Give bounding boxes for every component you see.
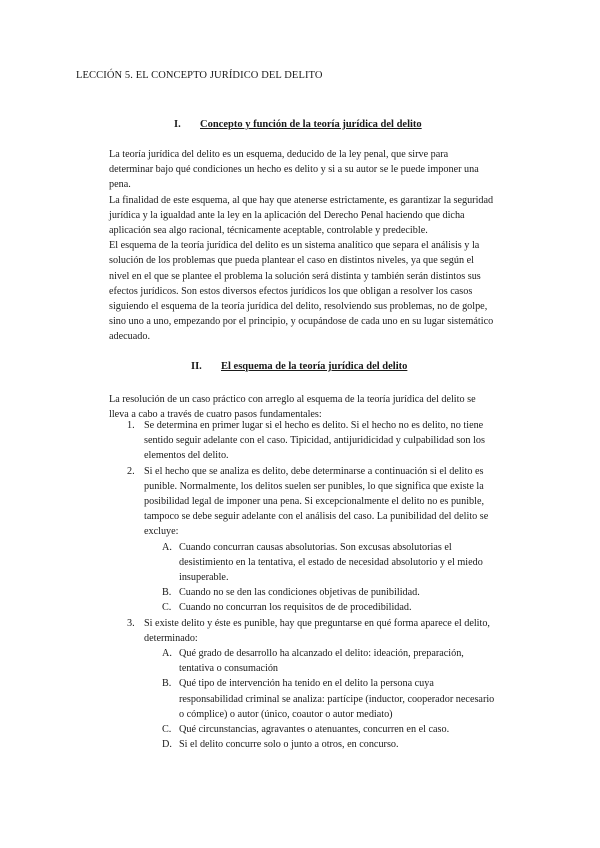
section-2-number: II.	[191, 361, 202, 372]
list-item-line: sentido seguir adelante con el caso. Tipicidad, antijuridicidad y culpabilidad son los	[144, 435, 485, 447]
sub-item-line: desistimiento en la tentativa, el estado de necesidad absolutorio y el miedo	[179, 556, 483, 568]
list-item-line: Se determina en primer lugar si el hecho es delito. Si el hecho no es delito, no tiene	[144, 420, 484, 431]
list-item-line: tampoco se debe seguir adelante con el análisis del caso. La punibilidad del delito se	[144, 511, 489, 523]
body-line: siguiendo el esquema de la teoría jurídica del delito, resolviendo sus problemas, no de golpe,	[109, 301, 488, 313]
section-1-title: Concepto y función de la teoría jurídica del delito	[200, 119, 422, 130]
list-item-line: Si existe delito y éste es punible, hay que preguntarse en qué forma aparece el delito,	[144, 617, 490, 629]
sub-item-line: tentativa o consumación	[179, 663, 279, 675]
sub-item-line: Qué grado de desarrollo ha alcanzado el delito: ideación, preparación,	[179, 648, 464, 660]
body-line: efectos jurídicos. Son estos diversos efectos jurídicos los que obligan a resolver los casos	[109, 285, 473, 297]
sub-item-line: responsabilidad criminal se analiza: partícipe (inductor, cooperador necesario	[179, 693, 495, 705]
section-1-body	[109, 147, 525, 345]
section-1-number: I.	[174, 119, 181, 130]
sub-item-line: Cuando concurran causas absolutorias. Son excusas absolutorias el	[179, 541, 452, 553]
sub-list-marker: B.	[162, 678, 172, 690]
sub-item-line: o cómplice) o autor (único, coautor o autor mediato)	[179, 708, 393, 720]
sub-list-marker: C.	[162, 724, 172, 736]
list-item-line: posibilidad legal de imponer una pena. Si excepcionalmente el delito no es punible,	[144, 496, 485, 508]
sub-list-item	[144, 600, 529, 615]
list-item	[109, 616, 529, 753]
list-item-line: excluye:	[144, 526, 179, 538]
sub-list-item	[144, 540, 529, 586]
section-1-heading	[174, 119, 422, 130]
list-item	[109, 464, 529, 616]
body-line: aplicación sea algo racional, técnicamente aceptable, controlable y predecible.	[109, 225, 428, 237]
list-item-line: determinado:	[144, 632, 198, 644]
steps-list	[109, 418, 529, 752]
sub-list-item	[144, 737, 529, 752]
sub-list	[144, 540, 529, 616]
sub-list-marker: B.	[162, 587, 172, 599]
sub-list-marker: C.	[162, 602, 172, 614]
list-marker: 2.	[127, 465, 135, 477]
sub-list-item	[144, 722, 529, 737]
list-item-line: elementos del delito.	[144, 450, 229, 462]
sub-list-item	[144, 585, 529, 600]
body-line: jurídica y la igualdad ante la ley en la aplicación del Derecho Penal haciendo que dicha	[109, 209, 465, 221]
sub-item-line: Cuando no concurran los requisitos de de procedibilidad.	[179, 602, 412, 614]
body-line: adecuado.	[109, 331, 151, 343]
body-line: El esquema de la teoría jurídica del delito es un sistema analítico que separa el análisis y la	[109, 240, 480, 252]
body-line: pena.	[109, 179, 131, 191]
sub-list-marker: A.	[162, 648, 172, 660]
sub-item-line: Qué tipo de intervención ha tenido en el delito la persona cuya	[179, 678, 434, 690]
body-line: La resolución de un caso práctico con arreglo al esquema de la teoría jurídica del delito se	[109, 394, 476, 405]
body-line: La teoría jurídica del delito es un esquema, deducido de la ley penal, que sirve para	[109, 149, 449, 160]
body-line: nivel en el que se plantee el problema la solución será distinta y también serán distintos sus	[109, 270, 481, 282]
list-item-line: Si el hecho que se analiza es delito, debe determinarse a continuación si el delito es	[144, 465, 484, 477]
body-line: sino uno a uno, empezando por el principio, y ocupándose de cada uno en su lugar sistemático	[109, 316, 494, 328]
body-line: solución de los problemas que pueda plantear el caso en distintos niveles, ya que según el	[109, 255, 474, 267]
body-line: La finalidad de este esquema, al que hay que atenerse estrictamente, es garantizar la seguridad	[109, 194, 494, 206]
section-2-title: El esquema de la teoría jurídica del delito	[221, 361, 408, 372]
sub-list-marker: D.	[162, 739, 172, 751]
section-2-heading	[191, 361, 407, 372]
sub-item-line: Qué circunstancias, agravantes o atenuantes, concurren en el caso.	[179, 724, 450, 736]
list-item-line: punible. Normalmente, los delitos suelen ser punibles, lo que significa que existe la	[144, 480, 484, 492]
sub-item-line: Cuando no se den las condiciones objetivas de punibilidad.	[179, 587, 420, 599]
sub-list-item	[144, 676, 529, 722]
lesson-title: LECCIÓN 5. EL CONCEPTO JURÍDICO DEL DELITO	[76, 70, 323, 81]
list-marker: 3.	[127, 617, 135, 629]
body-line: lleva a cabo a través de cuatro pasos fundamentales:	[109, 409, 322, 421]
sub-list-item	[144, 646, 529, 676]
list-item	[109, 418, 529, 464]
sub-list-marker: A.	[162, 541, 172, 553]
sub-item-line: insuperable.	[179, 572, 229, 584]
sub-item-line: Si el delito concurre solo o junto a otros, en concurso.	[179, 739, 399, 751]
body-line: determinar bajo qué condiciones un hecho es delito y si a su autor se le puede imponer una	[109, 164, 479, 176]
list-marker: 1.	[127, 420, 135, 431]
sub-list	[144, 646, 529, 752]
